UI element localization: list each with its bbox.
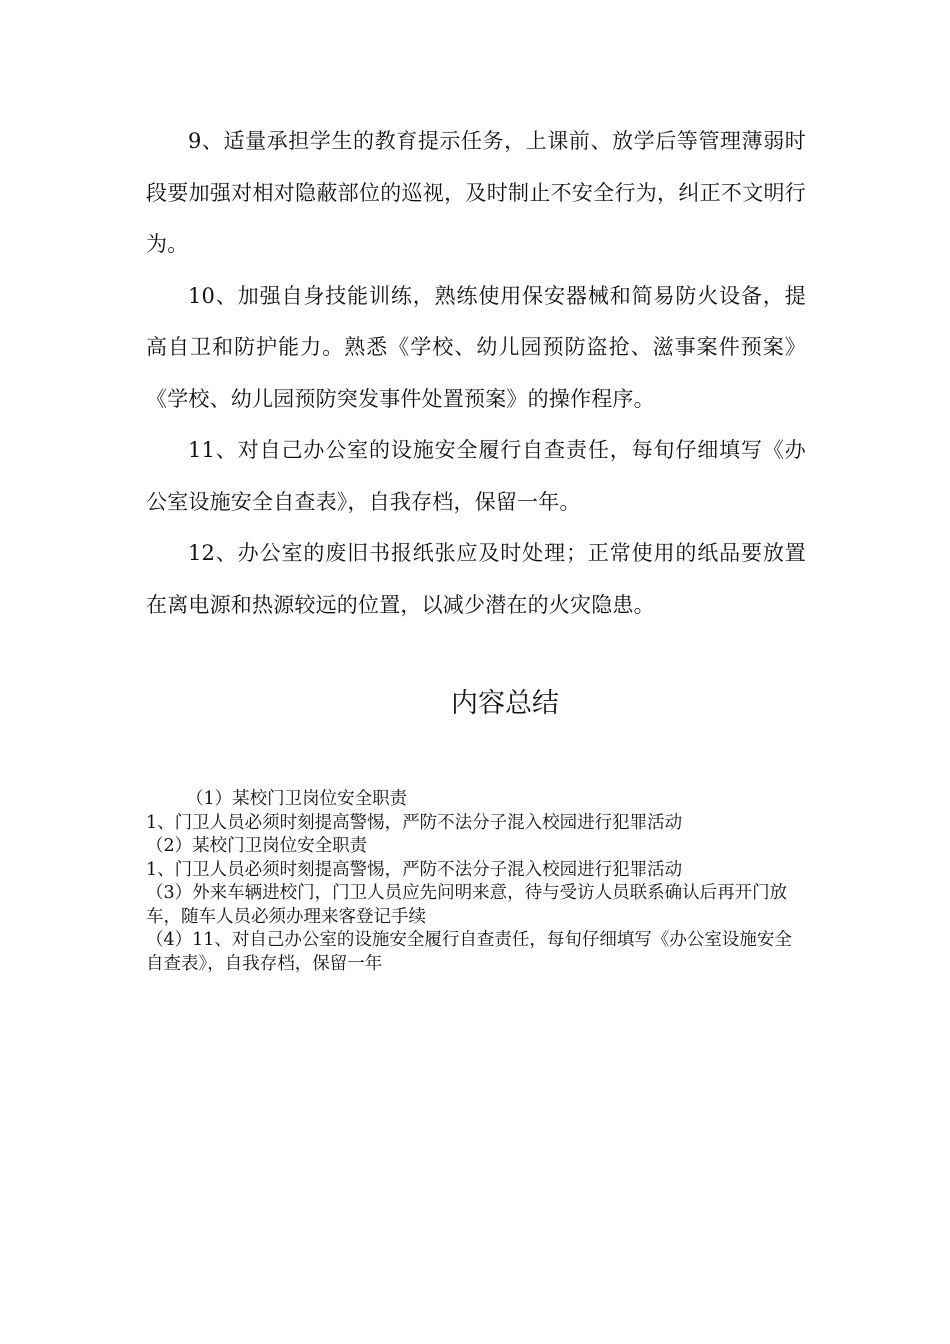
paragraph-10: 10、加强自身技能训练，熟练使用保安器械和简易防火设备，提高自卫和防护能力。熟悉《学校、幼儿园预防盗抢、滋事案件预案》《学校、幼儿园预防突发事件处置预案》的操作程序。: [146, 283, 806, 411]
summary-line-2: 1、门卫人员必须时刻提高警惕，严防不法分子混入校园进行犯罪活动: [146, 812, 683, 833]
paragraph-12: 12、办公室的废旧书报纸张应及时处理；正常使用的纸品要放置在离电源和热源较远的位置，以减少潜在的火灾隐患。: [146, 541, 806, 617]
summary-title: 内容总结: [451, 688, 559, 719]
body-text: [146, 116, 806, 631]
summary-line-5: （3）外来车辆进校门，门卫人员应先问明来意，待与受访人员联系确认后再开门放车，随车人员必须办理来客登记手续: [146, 883, 788, 927]
summary-line-4: 1、门卫人员必须时刻提高警惕，严防不法分子混入校园进行犯罪活动: [146, 859, 683, 880]
summary-line-3: （2）某校门卫岗位安全职责: [146, 836, 368, 856]
summary-section: [146, 788, 808, 976]
summary-line-1: （1）某校门卫岗位安全职责: [186, 789, 408, 809]
paragraph-9: 9、适量承担学生的教育提示任务，上课前、放学后等管理薄弱时段要加强对相对隐蔽部位的巡视，及时制止不安全行为，纠正不文明行为。: [146, 129, 806, 256]
paragraph-11: 11、对自己办公室的设施安全履行自查责任，每旬仔细填写《办公室设施安全自查表》，自我存档，保留一年。: [146, 438, 806, 514]
summary-line-6: （4）11、对自己办公室的设施安全履行自查责任，每旬仔细填写《办公室设施安全自查表》，自我存档，保留一年: [146, 930, 792, 974]
